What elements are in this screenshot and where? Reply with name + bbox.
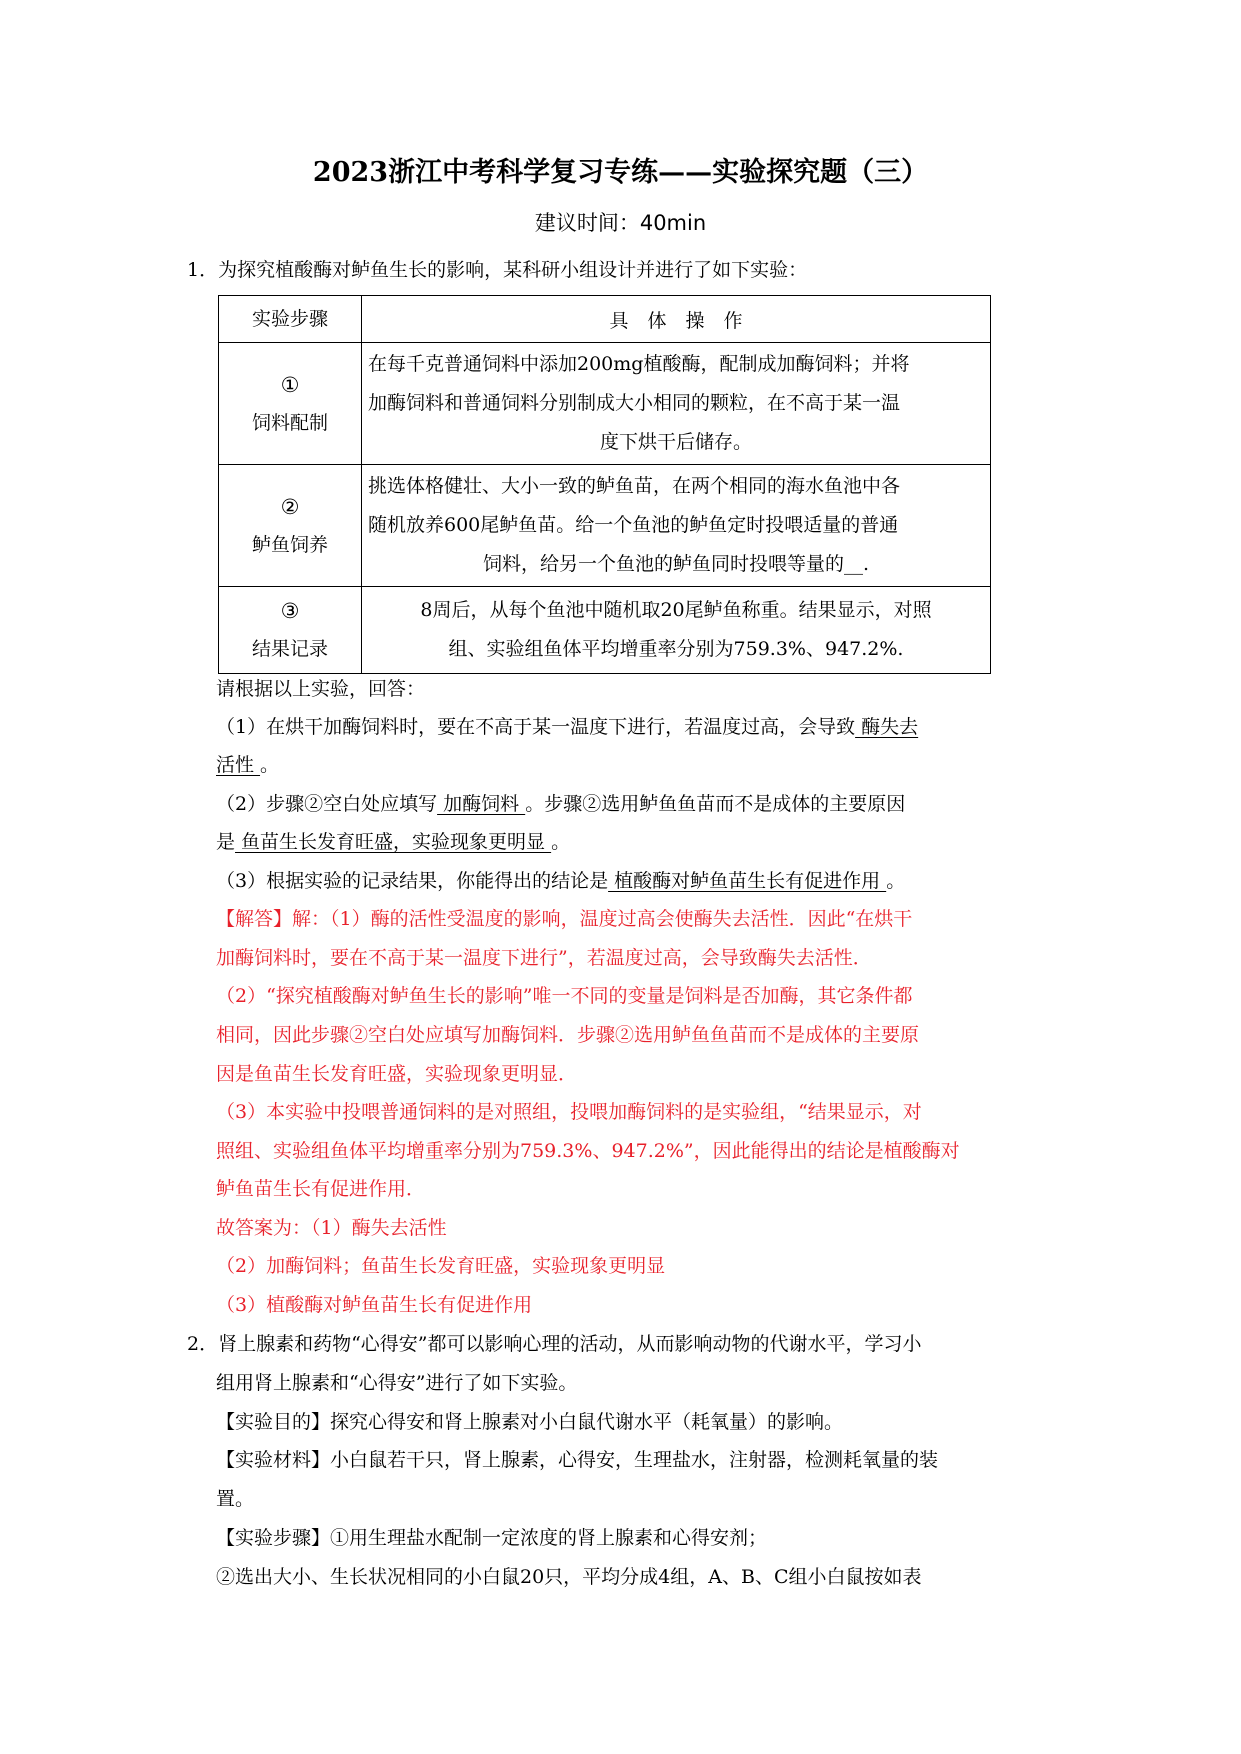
- page-title: 2023浙江中考科学复习专练——实验探究题（三）: [312, 157, 929, 188]
- table-row: [219, 465, 991, 587]
- question-2-line: 【实验目的】探究心得安和肾上腺素对小白鼠代谢水平（耗氧量）的影响。: [216, 1411, 844, 1433]
- answer-blank: 酶失去: [855, 716, 919, 738]
- step-name: 鲈鱼饲养: [251, 533, 328, 556]
- operation-line: 挑选体格健壮、大小一致的鲈鱼苗，在两个相同的海水鱼池中各: [368, 475, 901, 497]
- solution-line: 【解答】解：（1）酶的活性受温度的影响，温度过高会使酶失去活性．因此“在烘干: [216, 908, 913, 930]
- answer-1-line-1: （1）在烘干加酶饲料时，要在不高于某一温度下进行，若温度过高，会导致 酶失去: [216, 716, 919, 738]
- experiment-steps-table: [218, 295, 991, 674]
- answer-1-line-2: 活性 。: [216, 754, 280, 776]
- solution-line: 照组、实验组鱼体平均增重率分别为759.3%、947.2%”，因此能得出的结论是植酸酶对: [216, 1140, 960, 1162]
- page-subtitle: 建议时间：40min: [534, 211, 707, 235]
- table-row: [219, 343, 991, 465]
- step-number: ①: [280, 372, 300, 397]
- step-name: 结果记录: [251, 638, 328, 660]
- table-row: [219, 587, 991, 674]
- question-2-line: 【实验步骤】①用生理盐水配制一定浓度的肾上腺素和心得安剂；: [216, 1527, 768, 1549]
- table-header-step: 实验步骤: [219, 296, 362, 343]
- operation-line: 随机放养600尾鲈鱼苗。给一个鱼池的鲈鱼定时投喂适量的普通: [368, 514, 899, 536]
- answer-prompt: 请根据以上实验，回答：: [216, 678, 426, 700]
- operation-line: 在每千克普通饲料中添加200mg植酸酶，配制成加酶饲料；并将: [368, 353, 910, 375]
- table-header-operation: 具 体 操 作: [362, 296, 991, 343]
- table-header-row: [219, 296, 991, 343]
- operation-line: 度下烘干后储存。: [599, 431, 752, 453]
- final-answer-line: （2）加酶饲料；鱼苗生长发育旺盛，实验现象更明显: [216, 1255, 666, 1277]
- operation-line: 加酶饲料和普通饲料分别制成大小相同的颗粒，在不高于某一温: [368, 392, 901, 414]
- step-name: 饲料配制: [251, 411, 328, 434]
- solution-line: 加酶饲料时，要在不高于某一温度下进行”，若温度过高，会导致酶失去活性．: [216, 947, 872, 969]
- step-number: ③: [280, 599, 300, 623]
- question-1-intro: 1．为探究植酸酶对鲈鱼生长的影响，某科研小组设计并进行了如下实验：: [187, 259, 808, 281]
- answer-blank: 活性: [216, 754, 261, 776]
- solution-line: 相同，因此步骤②空白处应填写加酶饲料．步骤②选用鲈鱼鱼苗而不是成体的主要原: [216, 1024, 920, 1046]
- solution-line: 鲈鱼苗生长有促进作用．: [216, 1178, 426, 1200]
- operation-line: 组、实验组鱼体平均增重率分别为759.3%、947.2%.: [448, 638, 904, 660]
- question-2-line: 组用肾上腺素和“心得安”进行了如下实验。: [216, 1372, 578, 1394]
- answer-2-line-2: 是 鱼苗生长发育旺盛，实验现象更明显 。: [216, 831, 571, 853]
- question-2-line: ②选出大小、生长状况相同的小白鼠20只，平均分成4组，A、B、C组小白鼠按如表: [216, 1566, 922, 1588]
- answer-blank: 鱼苗生长发育旺盛，实验现象更明显: [235, 831, 552, 853]
- solution-line: （2）“探究植酸酶对鲈鱼生长的影响”唯一不同的变量是饲料是否加酶，其它条件都: [216, 985, 913, 1007]
- answer-blank: 植酸酶对鲈鱼苗生长有促进作用: [608, 870, 887, 892]
- operation-line: 8周后，从每个鱼池中随机取20尾鲈鱼称重。结果显示，对照: [420, 599, 932, 621]
- question-2-line: 【实验材料】小白鼠若干只，肾上腺素，心得安，生理盐水，注射器，检测耗氧量的装: [216, 1449, 939, 1471]
- solution-line: 因是鱼苗生长发育旺盛，实验现象更明显．: [216, 1063, 578, 1085]
- question-2-line: 2．肾上腺素和药物“心得安”都可以影响心理的活动，从而影响动物的代谢水平，学习小: [187, 1333, 922, 1355]
- solution-line: （3）本实验中投喂普通饲料的是对照组，投喂加酶饲料的是实验组，“结果显示，对: [216, 1101, 922, 1123]
- step-number: ②: [280, 494, 300, 519]
- operation-line: 饲料，给另一个鱼池的鲈鱼同时投喂等量的__.: [482, 553, 870, 575]
- answer-3-line: （3）根据实验的记录结果，你能得出的结论是 植酸酶对鲈鱼苗生长有促进作用 。: [216, 870, 906, 892]
- question-2-line: 置。: [216, 1488, 255, 1510]
- final-answer-line: 故答案为：（1）酶失去活性: [216, 1217, 447, 1239]
- answer-blank: 加酶饲料: [437, 793, 526, 815]
- answer-2-line-1: （2）步骤②空白处应填写 加酶饲料 。步骤②选用鲈鱼鱼苗而不是成体的主要原因: [216, 793, 906, 815]
- final-answer-line: （3）植酸酶对鲈鱼苗生长有促进作用: [216, 1294, 533, 1316]
